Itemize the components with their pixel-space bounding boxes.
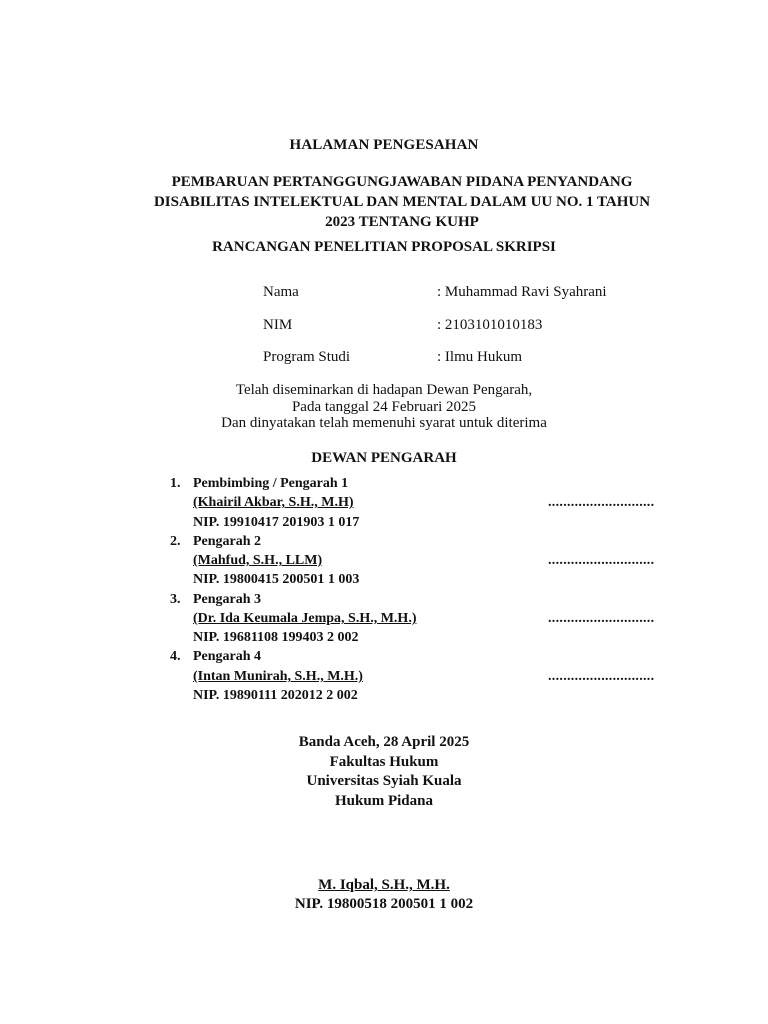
research-title-line-3: 2023 TENTANG KUHP [325, 214, 479, 230]
research-title [130, 172, 674, 232]
member-1-nip: NIP. 19910417 201903 1 017 [193, 515, 360, 530]
board-title: DEWAN PENGARAH [311, 450, 457, 466]
seminar-statement [0, 382, 768, 432]
signer-nip: NIP. 19800518 200501 1 002 [294, 896, 474, 912]
statement-line-2: Pada tanggal 24 Februari 2025 [291, 398, 477, 415]
member-3-nip: NIP. 19681108 199403 2 002 [193, 630, 359, 645]
university-name: Universitas Syiah Kuala [306, 773, 462, 789]
program-label: Program Studi [263, 349, 351, 365]
member-4-nip: NIP. 19890111 202012 2 002 [193, 688, 358, 703]
name-value: : Muhammad Ravi Syahrani [437, 284, 607, 300]
member-1-name: (Khairil Akbar, S.H., M.H) [193, 495, 354, 510]
member-2-number: 2. [170, 534, 181, 549]
member-2-nip: NIP. 19800415 200501 1 003 [193, 572, 360, 587]
program-value: : Ilmu Hukum [437, 349, 522, 365]
member-3-name: (Dr. Ida Keumala Jempa, S.H., M.H.) [193, 611, 417, 626]
document-type: RANCANGAN PENELITIAN PROPOSAL SKRIPSI [212, 239, 556, 255]
place-date: Banda Aceh, 28 April 2025 [298, 734, 470, 750]
nim-label: NIM [263, 317, 293, 333]
department-name: Hukum Pidana [335, 792, 433, 809]
member-3-role: Pengarah 3 [193, 592, 262, 607]
page-heading: HALAMAN PENGESAHAN [289, 137, 479, 153]
member-3-signature-line: ............................ [548, 611, 655, 626]
name-label: Nama [263, 284, 299, 300]
nim-value: : 2103101010183 [437, 317, 543, 333]
member-4-number: 4. [170, 649, 181, 664]
research-title-line-1: PEMBARUAN PERTANGGUNGJAWABAN PIDANA PENYANDANG [171, 174, 633, 190]
research-title-line-2: DISABILITAS INTELEKTUAL DAN MENTAL DALAM UU NO. 1 TAHUN [153, 194, 651, 210]
member-4-signature-line: ............................ [548, 669, 655, 684]
member-1-role: Pembimbing / Pengarah 1 [193, 476, 349, 491]
member-1-signature-line: ............................ [548, 495, 655, 510]
member-4-role: Pengarah 4 [193, 649, 262, 664]
member-2-name: (Mahfud, S.H., LLM) [193, 553, 323, 568]
signer-name: M. Iqbal, S.H., M.H. [318, 877, 450, 893]
statement-line-1: Telah diseminarkan di hadapan Dewan Pengarah, [235, 382, 533, 398]
faculty-name: Fakultas Hukum [329, 753, 439, 770]
member-1-number: 1. [170, 476, 181, 491]
member-2-role: Pengarah 2 [193, 534, 262, 549]
approval-footer [0, 733, 768, 811]
statement-line-3: Dan dinyatakan telah memenuhi syarat untuk diterima [221, 415, 547, 431]
member-3-number: 3. [170, 592, 181, 607]
member-2-signature-line: ............................ [548, 553, 655, 568]
member-4-name: (Intan Munirah, S.H., M.H.) [193, 669, 363, 684]
